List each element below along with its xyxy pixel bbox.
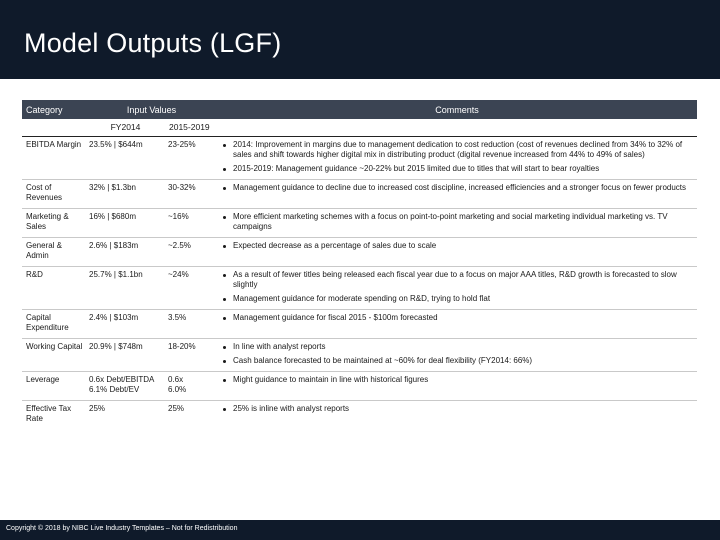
row-fy2014-value: 32% | $1.3bn	[86, 179, 165, 208]
header-comments: Comments	[217, 100, 697, 119]
row-category: EBITDA Margin	[22, 136, 86, 179]
row-comments	[217, 309, 697, 338]
header-input-values: Input Values	[86, 100, 217, 119]
row-comments	[217, 136, 697, 179]
row-category: General & Admin	[22, 237, 86, 266]
header-category: Category	[22, 100, 86, 119]
comment-list	[220, 241, 694, 251]
comment-list	[220, 375, 694, 385]
title-bar	[0, 0, 720, 79]
comment-bullet: 2015-2019: Management guidance ~20-22% but 2015 limited due to titles that will start to bear royalties	[220, 164, 694, 174]
table-row	[22, 371, 697, 400]
comment-bullet: More efficient marketing schemes with a focus on point-to-point marketing and social marketing individual marketing vs. TV campaigns	[220, 212, 694, 232]
subheader-empty-comments	[217, 119, 697, 136]
range-value-line: ~16%	[168, 211, 189, 221]
model-outputs-table-wrapper	[22, 100, 697, 429]
footer-bar	[0, 520, 720, 540]
table-subheader-row	[22, 119, 697, 136]
row-fy2014-value: 0.6x Debt/EBITDA 6.1% Debt/EV	[86, 371, 165, 400]
row-range-value	[165, 237, 217, 266]
model-outputs-table	[22, 100, 697, 429]
row-fy2014-value: 20.9% | $748m	[86, 338, 165, 371]
row-comments	[217, 338, 697, 371]
comment-list	[220, 212, 694, 232]
table-row	[22, 208, 697, 237]
range-value-line: ~2.5%	[168, 240, 191, 250]
row-range-value	[165, 179, 217, 208]
row-range-value	[165, 309, 217, 338]
range-value-line: 3.5%	[168, 312, 187, 322]
table-row	[22, 309, 697, 338]
row-comments	[217, 266, 697, 309]
comment-bullet: Cash balance forecasted to be maintained at ~60% for deal flexibility (FY2014: 66%)	[220, 356, 694, 366]
range-value-line: 23-25%	[168, 139, 196, 149]
comment-list	[220, 140, 694, 174]
row-comments	[217, 179, 697, 208]
row-fy2014-value: 16% | $680m	[86, 208, 165, 237]
row-range-value	[165, 371, 217, 400]
row-category: Effective Tax Rate	[26, 403, 72, 423]
range-value-line: 0.6x	[168, 374, 184, 384]
table-row	[22, 400, 697, 429]
table-body	[22, 136, 697, 429]
comment-list	[220, 270, 694, 304]
subheader-fy2014: FY2014	[86, 119, 165, 136]
comment-bullet: Might guidance to maintain in line with historical figures	[220, 375, 694, 385]
row-comments	[217, 237, 697, 266]
slide-title: Model Outputs (LGF)	[24, 28, 282, 58]
row-fy2014-value: 2.6% | $183m	[86, 237, 165, 266]
comment-list	[220, 342, 694, 366]
comment-list	[220, 313, 694, 323]
table-row	[22, 338, 697, 371]
comment-bullet: Management guidance to decline due to increased cost discipline, increased efficiencies and a stronger focus on fewer products	[220, 183, 694, 193]
range-value-line: 18-20%	[168, 341, 196, 351]
row-comments	[217, 208, 697, 237]
table-row	[22, 179, 697, 208]
row-category: R&D	[22, 266, 86, 309]
row-range-value	[165, 136, 217, 179]
comment-list	[220, 183, 694, 193]
row-fy2014-value: 23.5% | $644m	[86, 136, 165, 179]
table-header-row	[22, 100, 697, 119]
row-category: Working Capital	[22, 338, 86, 371]
row-range-value	[165, 338, 217, 371]
comment-bullet: As a result of fewer titles being released each fiscal year due to a focus on major AAA titles, R&D growth is forecasted to slow slightly	[220, 270, 694, 290]
comment-list	[220, 404, 694, 414]
range-value-line: 30-32%	[168, 182, 196, 192]
comment-bullet: Expected decrease as a percentage of sales due to scale	[220, 241, 694, 251]
table-row	[22, 266, 697, 309]
row-range-value	[165, 400, 217, 429]
comment-bullet: 2014: Improvement in margins due to management dedication to cost reduction (cost of revenues declined from 34% to 32% of sales and shift towards higher digital mix in distributing product (digital revenue increased from 44% to 49% of sales)	[220, 140, 694, 160]
row-range-value	[165, 208, 217, 237]
row-category: Cost of Revenues	[22, 179, 86, 208]
row-fy2014-value: 2.4% | $103m	[86, 309, 165, 338]
table-row	[22, 136, 697, 179]
row-comments	[217, 371, 697, 400]
comment-bullet: Management guidance for fiscal 2015 - $100m forecasted	[220, 313, 694, 323]
row-category: Marketing & Sales	[22, 208, 86, 237]
row-fy2014-value: 25.7% | $1.1bn	[86, 266, 165, 309]
row-category: Leverage	[22, 371, 86, 400]
range-value-line: ~24%	[168, 269, 189, 279]
comment-bullet: In line with analyst reports	[220, 342, 694, 352]
copyright-text: Copyright © 2018 by NIBC Live Industry Templates – Not for Redistribution	[6, 525, 238, 532]
subheader-empty	[22, 119, 86, 136]
range-value-line: 25%	[168, 403, 185, 413]
comment-bullet: 25% is inline with analyst reports	[220, 404, 694, 414]
table-row	[22, 237, 697, 266]
row-range-value	[165, 266, 217, 309]
subheader-range: 2015-2019	[165, 119, 217, 136]
row-fy2014-value: 25%	[89, 403, 106, 413]
row-category: Capital Expenditure	[22, 309, 86, 338]
row-comments	[217, 400, 697, 429]
comment-bullet: Management guidance for moderate spending on R&D, trying to hold flat	[220, 294, 694, 304]
range-value-line: 6.0%	[168, 384, 187, 394]
